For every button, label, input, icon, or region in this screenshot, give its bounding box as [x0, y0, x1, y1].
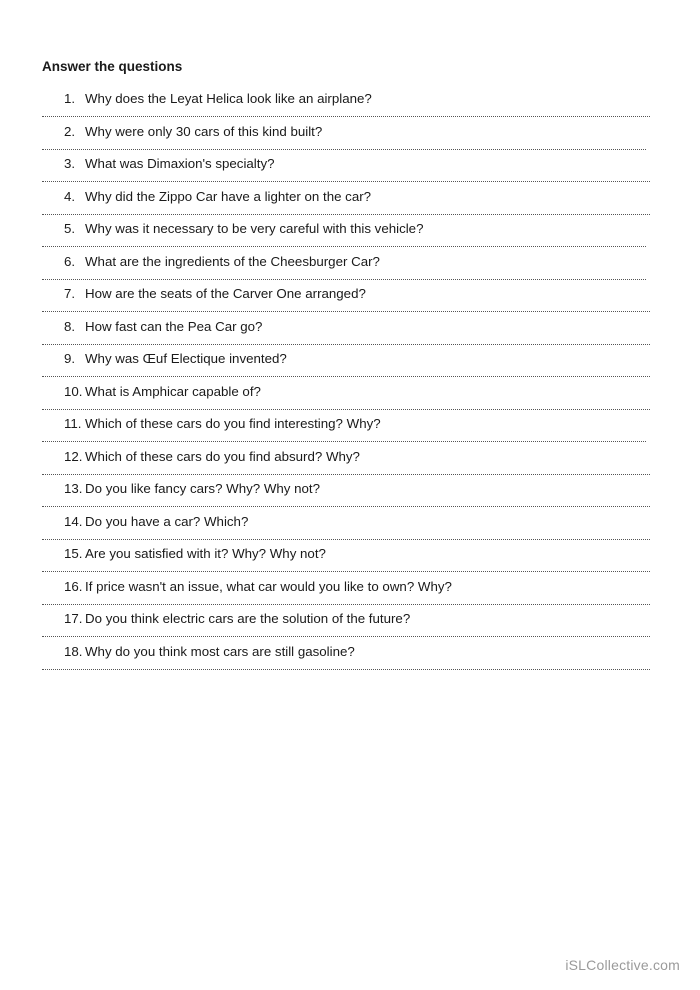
question-item-7: [0, 283, 700, 316]
question-list: [0, 88, 700, 673]
question-text: Do you like fancy cars? Why? Why not?: [85, 481, 321, 496]
question-text: How are the seats of the Carver One arranged?: [85, 286, 366, 301]
question-text: Why do you think most cars are still gasoline?: [85, 643, 355, 659]
question-item-5: [0, 218, 700, 251]
question-item-1: [0, 88, 700, 121]
question-item-10: [0, 381, 700, 414]
question-number: 11.: [64, 416, 82, 431]
question-item-16: [0, 576, 700, 609]
question-number: 1.: [64, 91, 76, 106]
answer-line[interactable]: [42, 506, 650, 507]
answer-line[interactable]: [42, 246, 646, 247]
question-text: Do you have a car? Which?: [85, 513, 249, 529]
answer-line[interactable]: [42, 571, 650, 572]
question-item-2: [0, 121, 700, 154]
answer-line[interactable]: [42, 181, 650, 182]
question-number: 2.: [64, 123, 76, 139]
question-number: 18.: [64, 643, 83, 659]
question-item-14: [0, 511, 700, 544]
question-text: What are the ingredients of the Cheesburger Car?: [85, 253, 380, 269]
answer-line[interactable]: [42, 441, 646, 442]
question-number: 15.: [64, 546, 83, 561]
question-text: If price wasn't an issue, what car would you like to own? Why?: [85, 578, 452, 594]
question-text: Do you think electric cars are the solution of the future?: [85, 611, 411, 626]
answer-line[interactable]: [42, 149, 646, 150]
answer-line[interactable]: [42, 604, 650, 605]
answer-line[interactable]: [42, 279, 646, 280]
question-item-13: [0, 478, 700, 511]
question-item-12: [0, 446, 700, 479]
question-number: 7.: [64, 286, 76, 301]
question-number: 3.: [64, 156, 76, 171]
question-number: 10.: [64, 383, 83, 399]
question-text: What was Dimaxion's specialty?: [85, 156, 275, 171]
answer-line[interactable]: [42, 409, 650, 410]
watermark-logo: iSLCollective.com: [565, 957, 680, 973]
question-number: 9.: [64, 351, 76, 366]
question-text: Why was it necessary to be very careful with this vehicle?: [85, 221, 424, 236]
answer-line[interactable]: [42, 636, 650, 637]
question-number: 16.: [64, 578, 83, 594]
question-text: Which of these cars do you find interesting? Why?: [85, 416, 381, 431]
question-item-11: [0, 413, 700, 446]
question-number: 6.: [64, 253, 76, 269]
answer-line[interactable]: [42, 116, 650, 117]
question-text: Are you satisfied with it? Why? Why not?: [85, 546, 326, 561]
question-text: How fast can the Pea Car go?: [85, 318, 263, 334]
question-text: Why did the Zippo Car have a lighter on the car?: [85, 188, 372, 204]
question-item-17: [0, 608, 700, 641]
question-text: Which of these cars do you find absurd? Why?: [85, 448, 360, 464]
question-item-15: [0, 543, 700, 576]
question-text: Why was Œuf Electique invented?: [85, 351, 287, 366]
answer-line[interactable]: [42, 311, 650, 312]
question-item-9: [0, 348, 700, 381]
question-item-6: [0, 251, 700, 284]
answer-line[interactable]: [42, 539, 650, 540]
question-text: Why were only 30 cars of this kind built?: [85, 123, 323, 139]
answer-line[interactable]: [42, 376, 650, 377]
question-number: 13.: [64, 481, 83, 496]
question-text: Why does the Leyat Helica look like an airplane?: [85, 91, 372, 106]
question-number: 5.: [64, 221, 76, 236]
answer-line[interactable]: [42, 669, 650, 670]
question-number: 14.: [64, 513, 83, 529]
question-text: What is Amphicar capable of?: [85, 383, 261, 399]
answer-line[interactable]: [42, 344, 650, 345]
answer-line[interactable]: [42, 214, 650, 215]
question-number: 17.: [64, 611, 83, 626]
answer-line[interactable]: [42, 474, 650, 475]
question-item-3: [0, 153, 700, 186]
question-item-18: [0, 641, 700, 674]
worksheet-title: Answer the questions: [42, 59, 183, 74]
question-number: 12.: [64, 448, 83, 464]
question-item-4: [0, 186, 700, 219]
question-item-8: [0, 316, 700, 349]
question-number: 4.: [64, 188, 76, 204]
question-number: 8.: [64, 318, 76, 334]
